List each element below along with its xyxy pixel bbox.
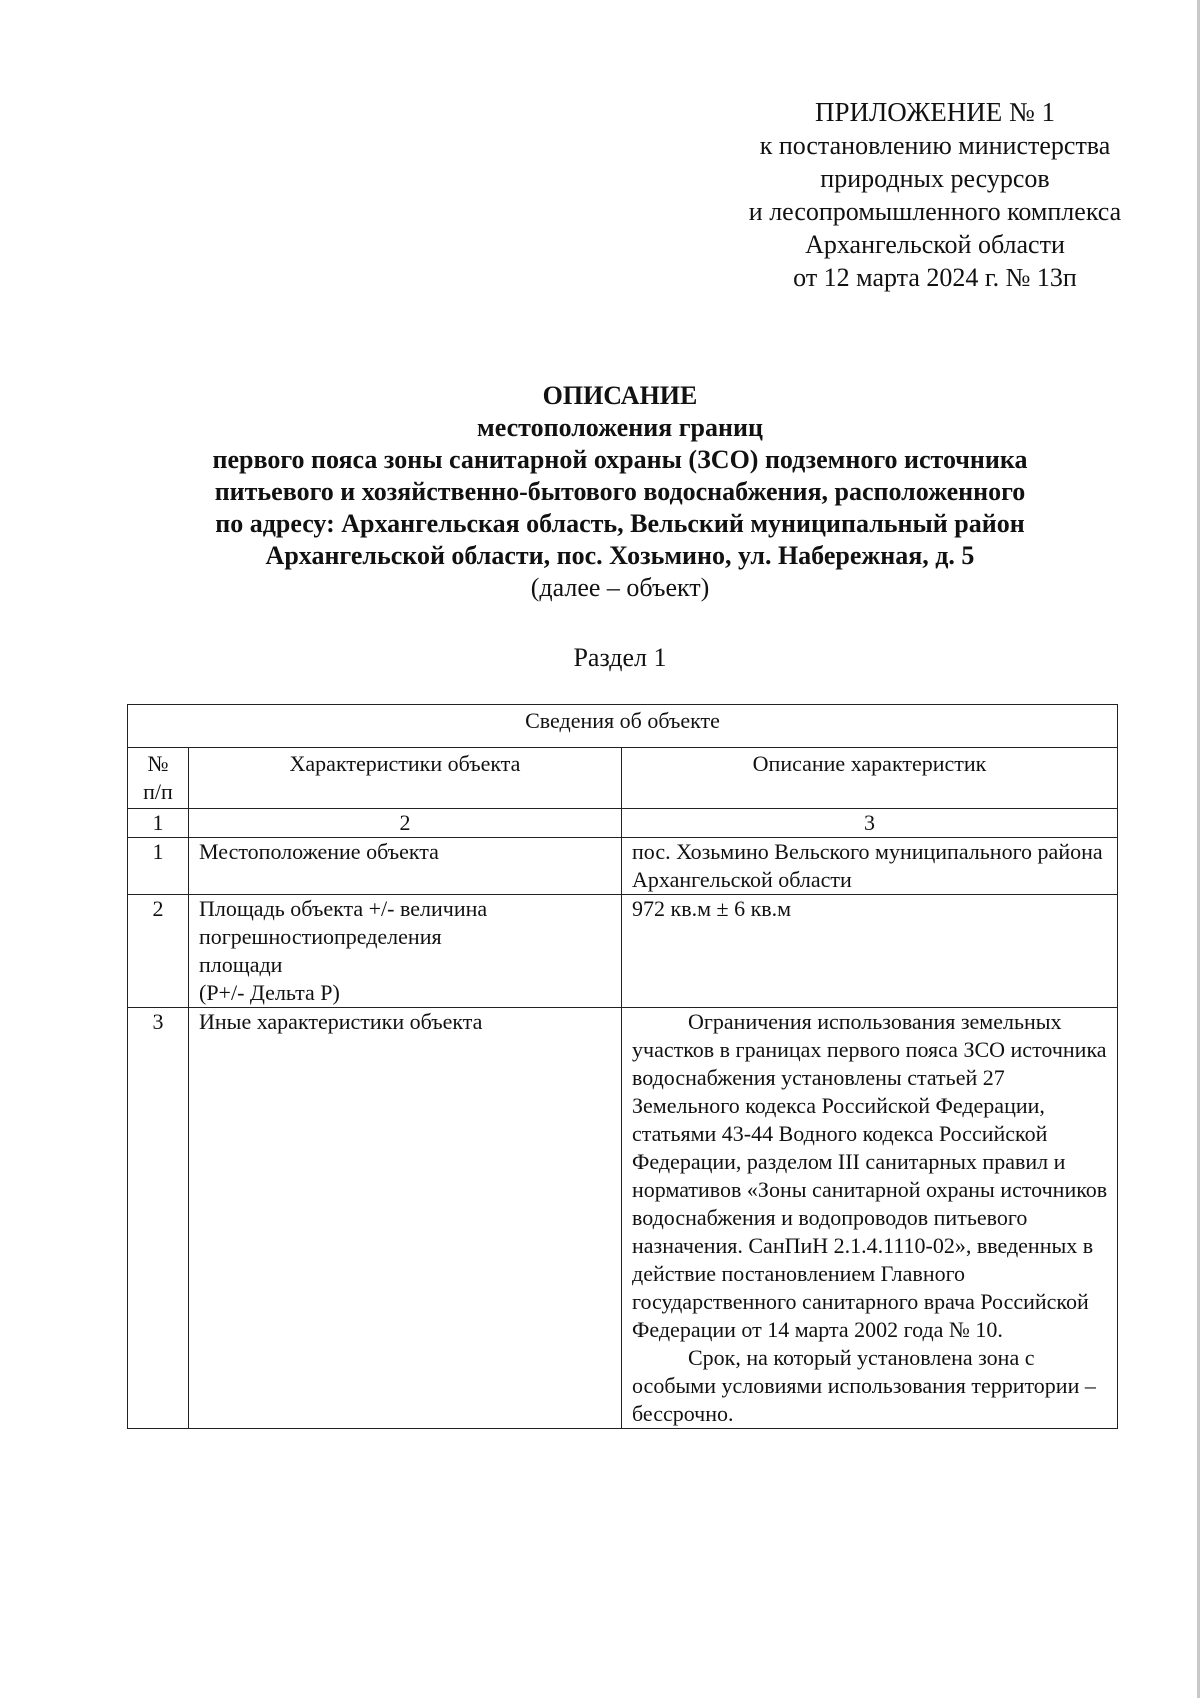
header-characteristic: Характеристики объекта [189,748,622,809]
appendix-line-2: к постановлению министерства [759,131,1111,160]
row-number: 1 [128,838,189,895]
table-row [128,895,1118,1008]
column-index-1: 1 [128,809,189,838]
title-heading: ОПИСАНИЕ [542,381,698,410]
appendix-line-5: Архангельской области [805,230,1065,259]
title-line-4: питьевого и хозяйственно-бытового водоснабжения, расположенного [214,477,1026,506]
object-info-table [127,704,1118,1429]
document-title [120,380,1120,604]
table-row [128,1008,1118,1429]
table-row [128,838,1118,895]
row-number: 3 [128,1008,189,1429]
appendix-date: от 12 марта 2024 г. № 13п [793,263,1077,292]
column-index-row [128,809,1118,838]
description-paragraph-term: Срок, на который установлена зона с особыми условиями использования территории – бессрочно. [632,1345,1096,1426]
title-line-6: Архангельской области, пос. Хозьмино, ул. Набережная, д. 5 [265,541,975,570]
row-description [622,1008,1118,1429]
row-characteristic: Иные характеристики объекта [189,1008,622,1429]
appendix-header [720,96,1150,294]
row-description: пос. Хозьмино Вельского муниципального района Архангельской области [622,838,1118,895]
header-description: Описание характеристик [622,748,1118,809]
table-caption-row [128,705,1118,748]
appendix-number: ПРИЛОЖЕНИЕ № 1 [814,97,1056,127]
table-header-row [128,748,1118,809]
row-number: 2 [128,895,189,1008]
row-description: 972 кв.м ± 6 кв.м [622,895,1118,1008]
appendix-line-4: и лесопромышленного комплекса [748,197,1122,226]
column-index-2: 2 [189,809,622,838]
section-label: Раздел 1 [573,643,667,672]
title-line-5: по адресу: Архангельская область, Вельский муниципальный район [215,509,1025,538]
title-line-3: первого пояса зоны санитарной охраны (ЗСО) подземного источника [212,445,1028,474]
column-index-3: 3 [622,809,1118,838]
row-characteristic: Площадь объекта +/- величина погрешностиопределения площади (Р+/- Дельта Р) [189,895,622,1008]
appendix-line-3: природных ресурсов [820,164,1050,193]
row-characteristic: Местоположение объекта [189,838,622,895]
description-paragraph-restrictions: Ограничения использования земельных участков в границах первого пояса ЗСО источника водоснабжения установлены статьей 27 Земельного кодекса Российской Федерации, статьями 43-44 Водного кодекса Российской Федерации, разделом III санитарных правил и нормативов «Зоны санитарной охраны источников водоснабжения и водопроводов питьевого назначения. СанПиН 2.1.4.1110-02», введенных в действие постановлением Главного государственного санитарного врача Российской Федерации от 14 марта 2002 года № 10. [632,1009,1108,1342]
table-caption: Сведения об объекте [128,705,1118,748]
header-number: № п/п [128,748,189,809]
title-subtitle: (далее – объект) [530,573,710,602]
title-line-2: местоположения границ [477,413,763,442]
